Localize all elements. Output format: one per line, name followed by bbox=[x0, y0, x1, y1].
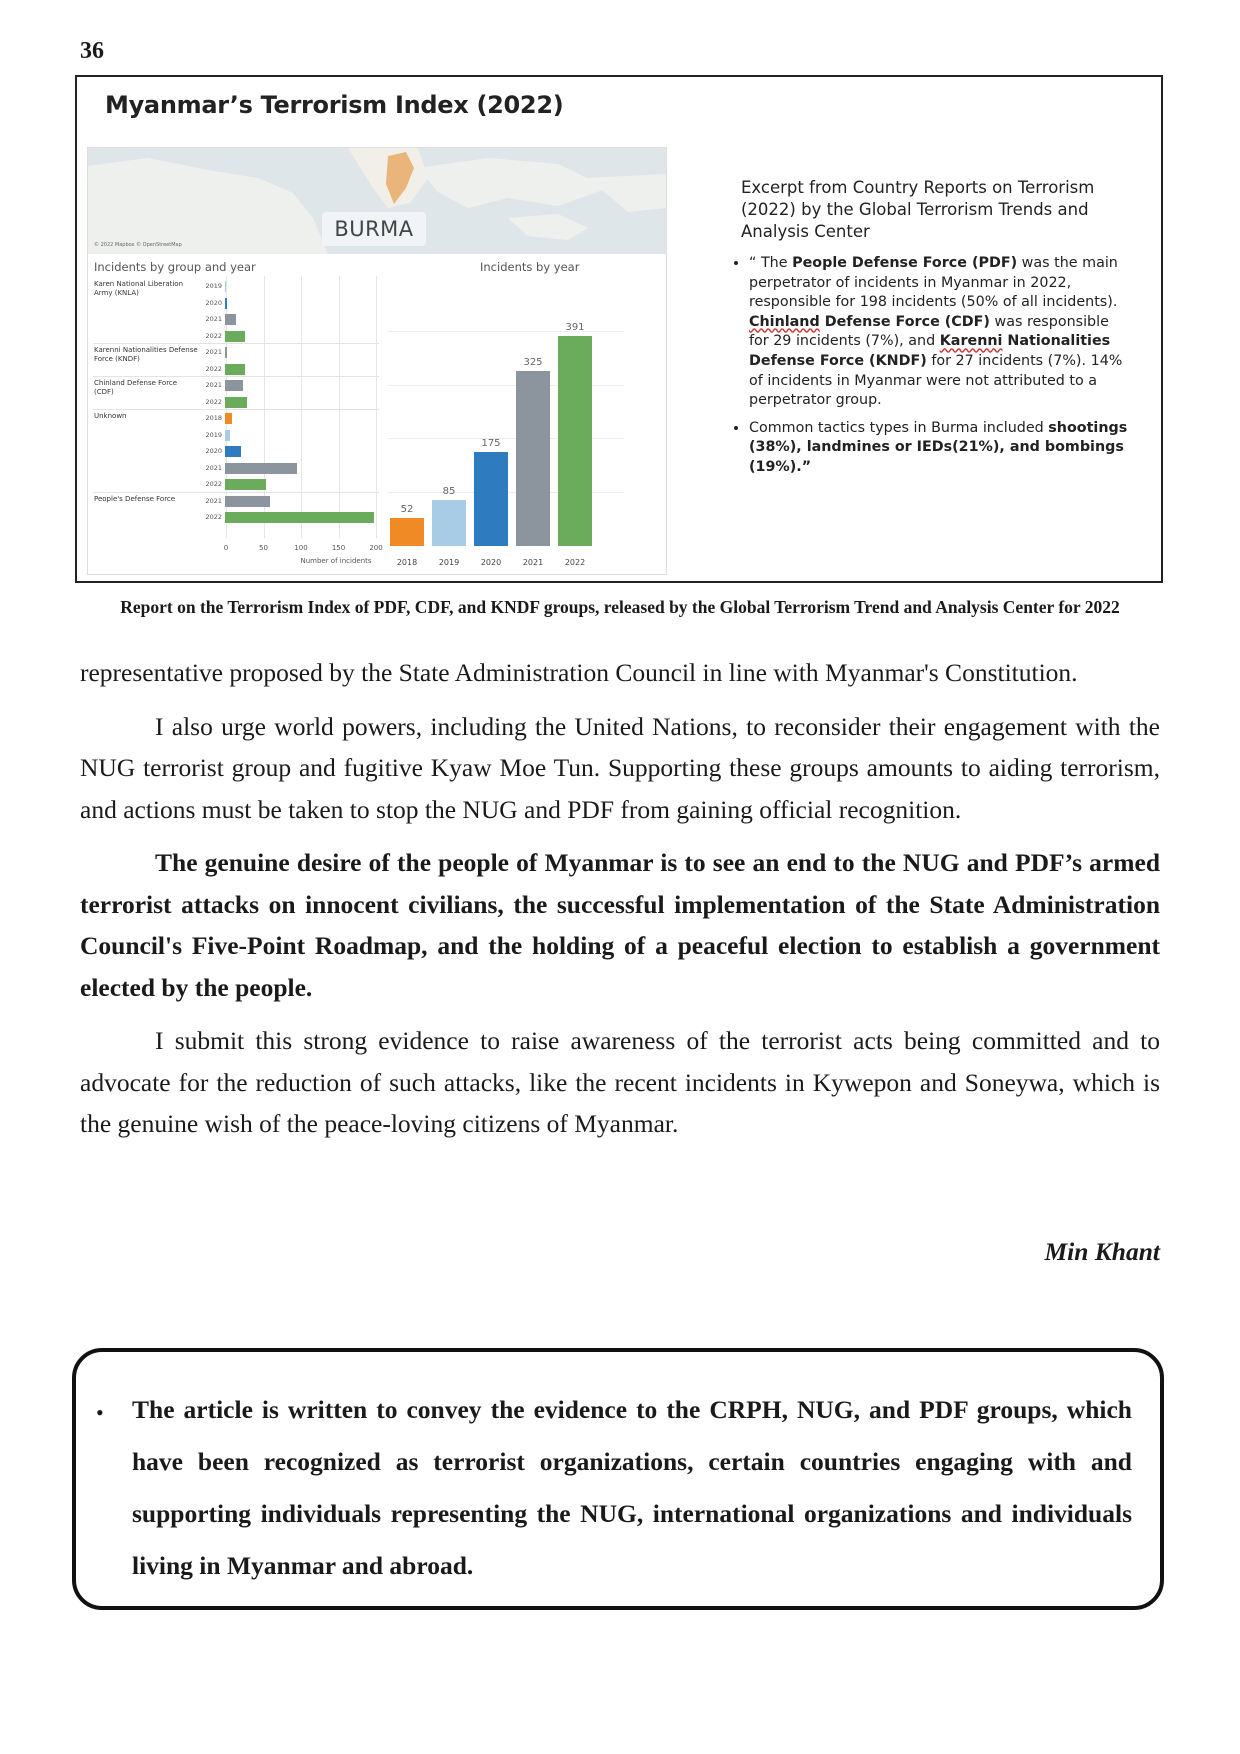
excerpt-bullets bbox=[727, 254, 1129, 486]
group-separator bbox=[93, 492, 379, 493]
group-bar bbox=[225, 413, 232, 424]
x-axis-title: Number of incidents bbox=[300, 557, 372, 565]
excerpt-bullet-2: • Common tactics types in Burma included shootings (38%), landmines or IEDs(21%), and bombings (19%).” bbox=[749, 419, 1129, 478]
year-bar-value: 175 bbox=[481, 437, 501, 449]
group-separator bbox=[93, 376, 379, 377]
year-label: 2022 bbox=[205, 480, 222, 488]
x-tick-label: 100 bbox=[294, 544, 308, 552]
group-label: Karen National Liberation Army (KNLA) bbox=[94, 280, 184, 297]
group-separator bbox=[93, 409, 379, 410]
x-gridline bbox=[301, 276, 302, 538]
group-bar bbox=[225, 479, 266, 490]
x-tick-label: 0 bbox=[223, 544, 229, 552]
group-bar bbox=[225, 496, 270, 507]
year-label: 2018 bbox=[205, 414, 222, 422]
year-chart-title: Incidents by year bbox=[480, 260, 580, 274]
group-bar bbox=[225, 380, 243, 391]
group-label: Karenni Nationalities Defense Force (KNDF) bbox=[94, 346, 198, 363]
group-bar bbox=[225, 331, 245, 342]
year-bar-value: 391 bbox=[565, 321, 585, 333]
year-category-label: 2019 bbox=[438, 558, 460, 567]
year-category-label: 2020 bbox=[480, 558, 502, 567]
x-tick-label: 150 bbox=[331, 544, 346, 552]
excerpt-intro: Excerpt from Country Reports on Terrorism (2022) by the Global Terrorism Trends and Analysis Center bbox=[741, 178, 1095, 241]
group-label: Unknown bbox=[94, 412, 127, 420]
group-chart-title: Incidents by group and year bbox=[94, 260, 256, 274]
paragraph-2: I also urge world powers, including the United Nations, to reconsider their engagement with the NUG terrorist group and fugitive Kyaw Moe Tun. Supporting these groups amounts to aiding terrorism, and actions must be taken to stop the NUG and PDF from gaining official recognition. bbox=[80, 711, 1160, 824]
year-label: 2022 bbox=[205, 331, 222, 340]
year-label: 2021 bbox=[205, 315, 222, 323]
x-tick-label: 200 bbox=[369, 544, 383, 552]
paragraph-4: I submit this strong evidence to raise awareness of the terrorist acts being committed and to advocate for the reduction of such attacks, like the recent incidents in Kywepon and Soneywa, which is the genuine wish of the peace-loving citizens of Myanmar. bbox=[80, 1026, 1160, 1138]
year-label: 2020 bbox=[205, 298, 222, 307]
group-bar bbox=[225, 397, 247, 408]
paragraph-3: The genuine desire of the people of Myanmar is to see an end to the NUG and PDF’s armed terrorist attacks on innocent civilians, the successful implementation of the State Administration Council's Five-Point Roadmap, and the holding of a peaceful election to establish a government elected by the people. bbox=[80, 848, 1160, 1002]
year-label: 2020 bbox=[205, 447, 222, 455]
figure-caption: Report on the Terrorism Index of PDF, CDF, and KNDF groups, released by the Global Terrorism Trend and Analysis Center for 2022 bbox=[120, 597, 1120, 617]
year-label: 2021 bbox=[205, 496, 222, 505]
year-category-label: 2021 bbox=[522, 558, 544, 567]
year-bar-value: 325 bbox=[523, 357, 543, 369]
x-gridline bbox=[339, 276, 340, 538]
author-signature: Min Khant bbox=[1044, 1237, 1160, 1266]
year-bar bbox=[474, 452, 508, 546]
year-bar bbox=[390, 518, 424, 546]
year-category-label: 2018 bbox=[396, 558, 418, 567]
bullet-icon: • bbox=[96, 1400, 104, 1425]
figure-box bbox=[75, 75, 1163, 583]
group-bar bbox=[225, 430, 230, 441]
group-label: Chinland Defense Force (CDF) bbox=[94, 379, 178, 396]
year-label: 2019 bbox=[205, 282, 222, 290]
excerpt-bullet-1: • “ The People Defense Force (PDF) was the main perpetrator of incidents in Myanmar in 2022, responsible for 198 incidents (50% of all incidents). Chinland Defense Force (CDF) was responsible for 29 incidents (7%), and Karenni Nationalities Defense Force (KNDF) for 27 incidents (7%). 14% of incidents in Myanmar were not attributed to a perpetrator group. bbox=[749, 254, 1129, 411]
group-separator bbox=[93, 343, 379, 344]
year-category-label: 2022 bbox=[564, 558, 586, 567]
year-label: 2021 bbox=[205, 463, 222, 472]
year-label: 2022 bbox=[205, 397, 222, 406]
map-credit: © 2022 Mapbox © OpenStreetMap bbox=[94, 242, 182, 248]
year-label: 2021 bbox=[205, 381, 222, 389]
x-tick-label: 50 bbox=[259, 544, 268, 552]
group-bar bbox=[225, 446, 241, 457]
year-bar bbox=[432, 500, 466, 546]
figure-title: Myanmar’s Terrorism Index (2022) bbox=[105, 91, 564, 119]
year-label: 2022 bbox=[205, 364, 222, 373]
group-bar bbox=[225, 463, 297, 474]
note-text: The article is written to convey the evidence to the CRPH, NUG, and PDF groups, which have been recognized as terrorist organizations, certain countries engaging with and supporting individuals representing the NUG, international organizations and individuals living in Myanmar and abroad. bbox=[132, 1395, 1132, 1580]
group-bar bbox=[225, 512, 374, 523]
group-bar bbox=[225, 364, 245, 375]
group-bar bbox=[225, 281, 226, 292]
group-label: People's Defense Force bbox=[94, 494, 176, 503]
year-bar-value: 52 bbox=[400, 504, 414, 516]
paragraph-1: representative proposed by the State Administration Council in line with Myanmar's Constitution. bbox=[80, 658, 1078, 687]
note-box bbox=[72, 1348, 1164, 1610]
year-label: 2021 bbox=[205, 348, 222, 356]
x-gridline bbox=[376, 276, 377, 538]
year-bar-value: 85 bbox=[442, 486, 456, 498]
year-bar bbox=[558, 336, 592, 546]
map-label: BURMA bbox=[322, 212, 426, 246]
group-bar bbox=[225, 347, 227, 358]
map-of-burma bbox=[88, 148, 666, 254]
group-bar bbox=[225, 298, 227, 309]
dashboard-screenshot bbox=[87, 147, 667, 575]
article-body bbox=[80, 652, 1160, 1157]
year-bar bbox=[516, 371, 550, 546]
page-number: 36 bbox=[80, 38, 104, 64]
group-bar bbox=[225, 314, 236, 325]
year-label: 2022 bbox=[205, 513, 222, 521]
year-label: 2019 bbox=[205, 430, 222, 439]
